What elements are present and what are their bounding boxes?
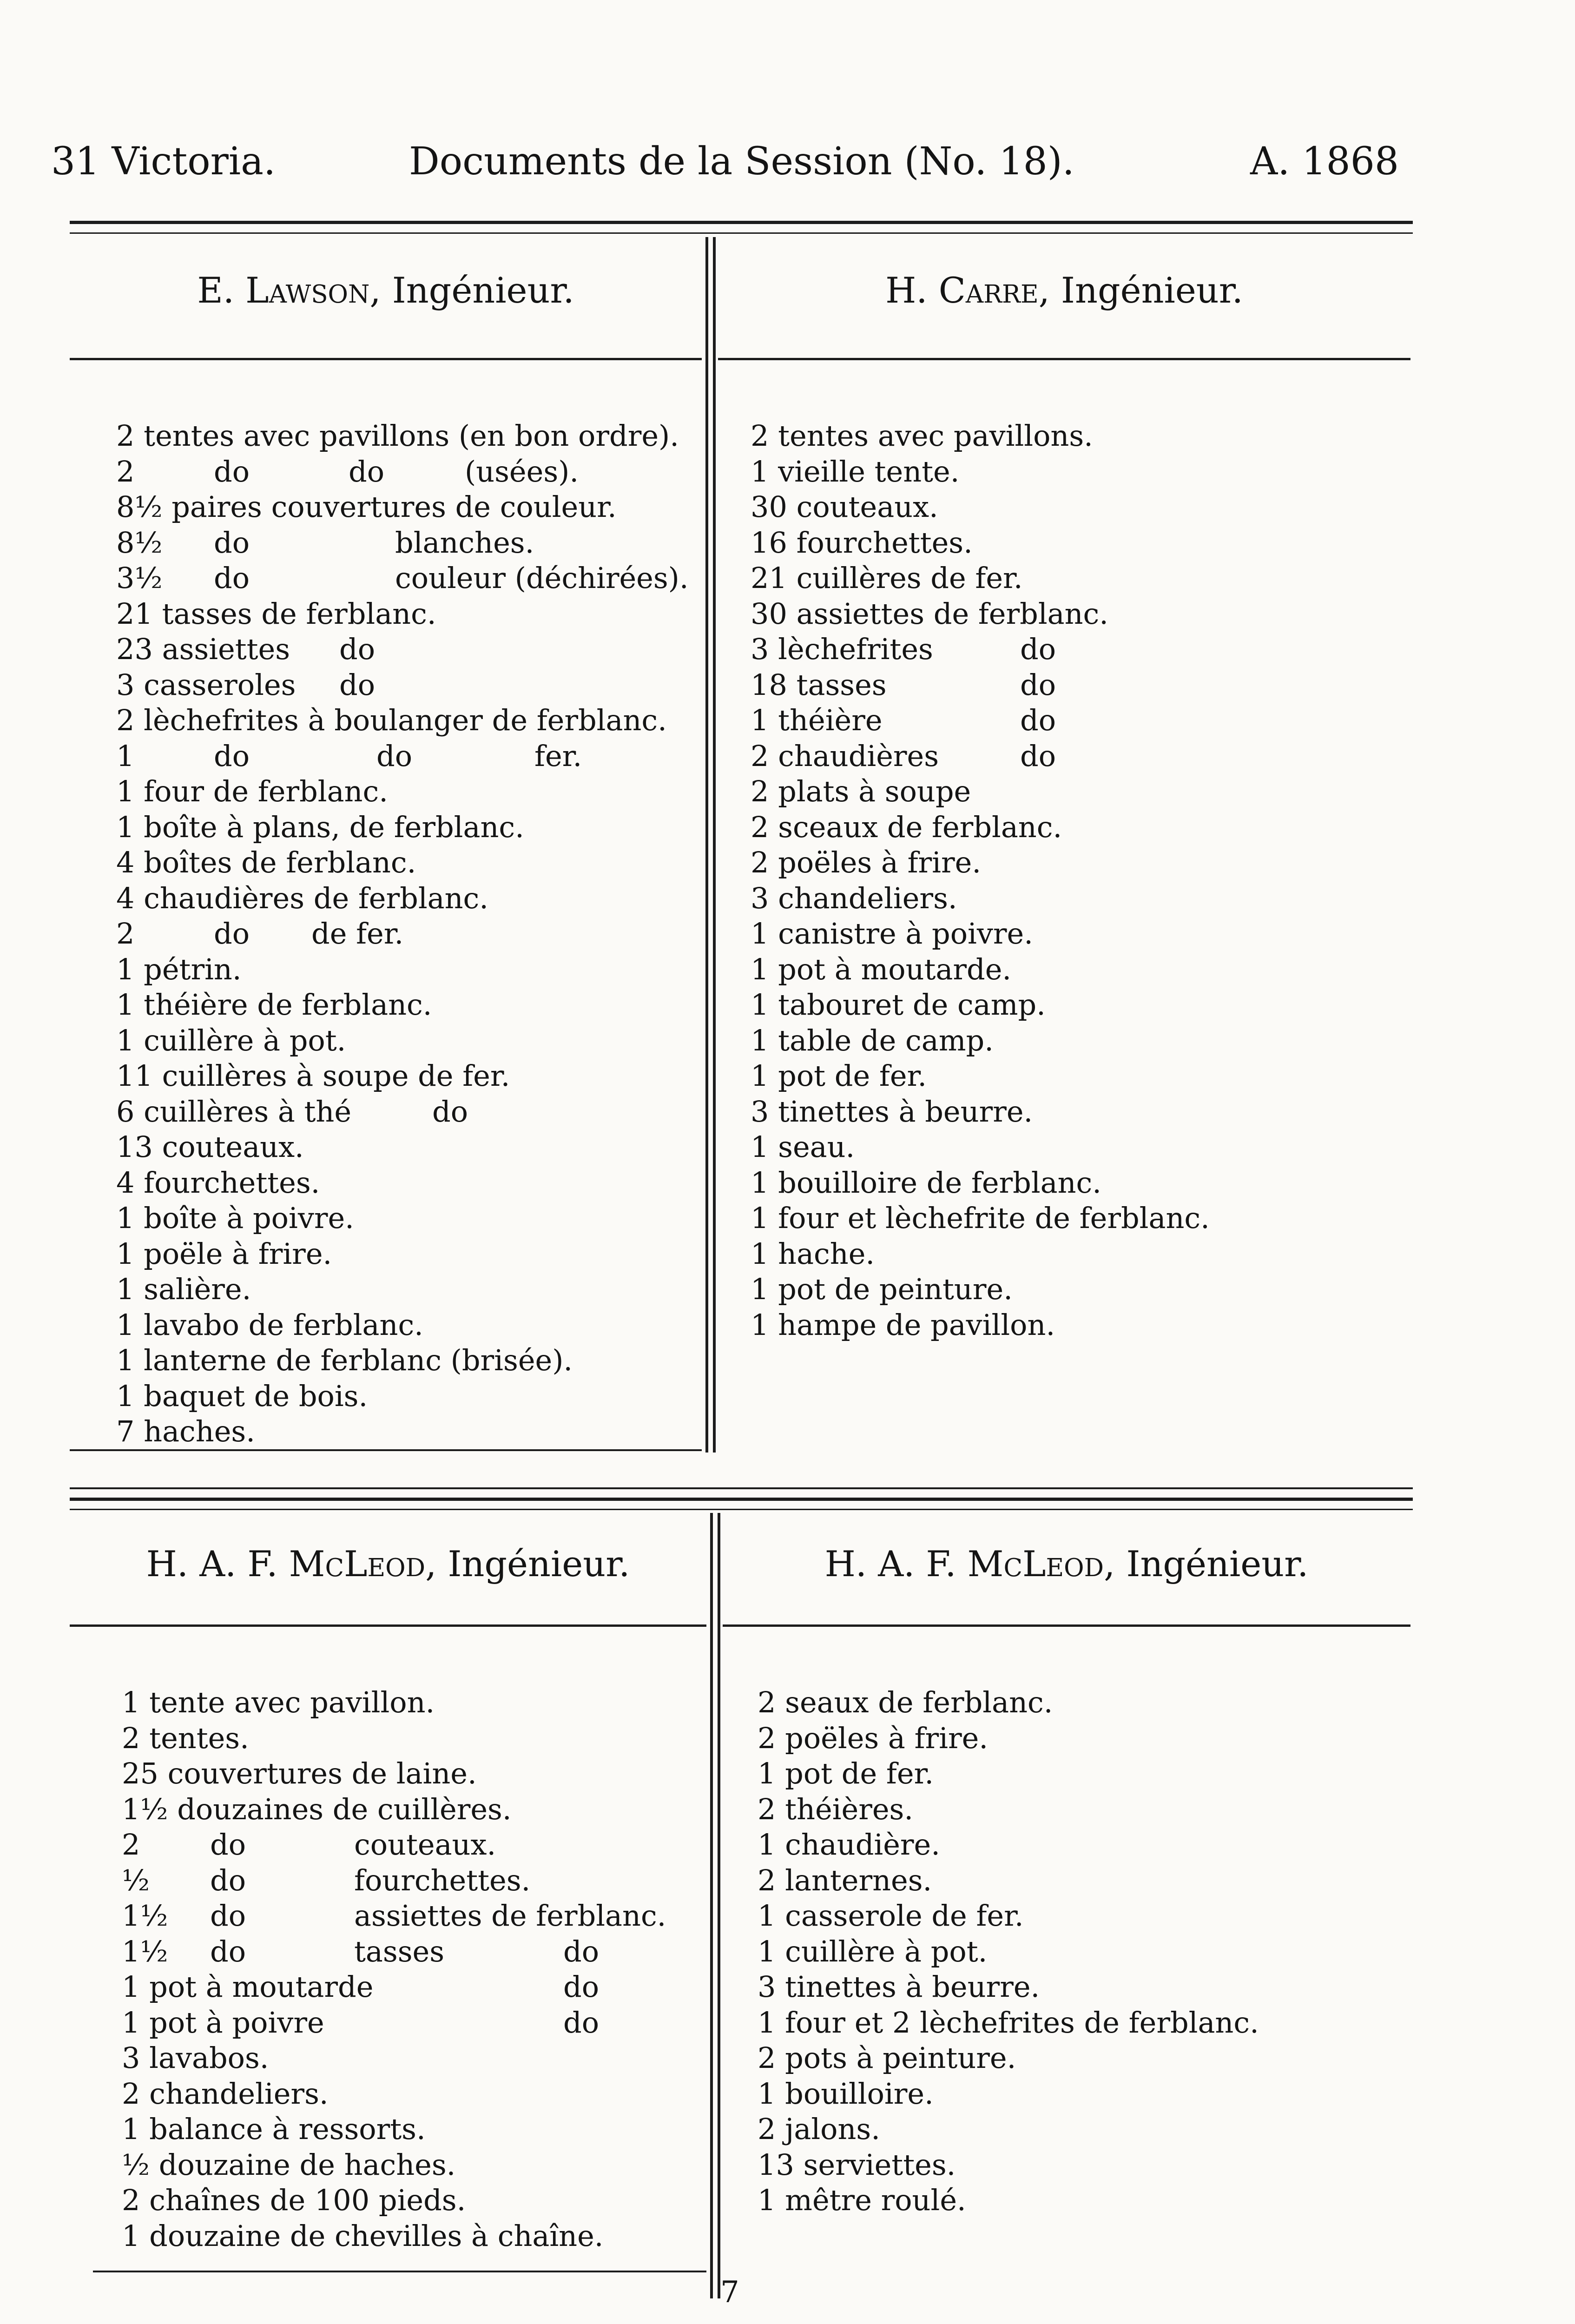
top-left-bottom-rule: [70, 1449, 702, 1451]
header-left: 31 Victoria.: [51, 139, 276, 184]
bottom-right-title-name: H. A. F. McLeod,: [824, 1543, 1115, 1585]
bottom-left-subrule: [70, 1624, 706, 1627]
top-left-subrule: [70, 358, 702, 360]
top-column-divider: [705, 237, 708, 1452]
header-center: Documents de la Session (No. 18).: [409, 139, 1074, 184]
header-right: A. 1868: [1250, 139, 1399, 184]
section-rule-thin-1: [70, 1487, 1413, 1489]
top-column-divider-2: [713, 237, 716, 1452]
top-left-title: [70, 270, 702, 311]
bottom-right-title: [723, 1543, 1410, 1585]
bottom-left-title: [70, 1543, 706, 1585]
top-right-subrule: [718, 358, 1410, 360]
bottom-right-subrule: [723, 1624, 1410, 1627]
header-rule-thin: [70, 232, 1413, 234]
bottom-left-title-role: Ingénieur.: [448, 1543, 630, 1585]
bottom-left-title-name: H. A. F. McLeod,: [146, 1543, 437, 1585]
top-right-title: [718, 270, 1410, 311]
section-rule-thin-2: [70, 1509, 1413, 1510]
top-right-title-name: H. Carre,: [885, 270, 1050, 311]
bottom-right-title-role: Ingénieur.: [1126, 1543, 1309, 1585]
top-left-title-role: Ingénieur.: [392, 270, 574, 311]
bottom-left-bottom-rule: [93, 2271, 706, 2272]
page-number: 7: [720, 2275, 739, 2310]
bottom-column-divider-2: [718, 1513, 720, 2298]
top-left-title-name: E. Lawson,: [197, 270, 381, 311]
header-rule-thick: [70, 221, 1413, 224]
section-rule-thick: [70, 1498, 1413, 1501]
top-right-title-role: Ingénieur.: [1061, 270, 1243, 311]
bottom-column-divider: [710, 1513, 713, 2298]
